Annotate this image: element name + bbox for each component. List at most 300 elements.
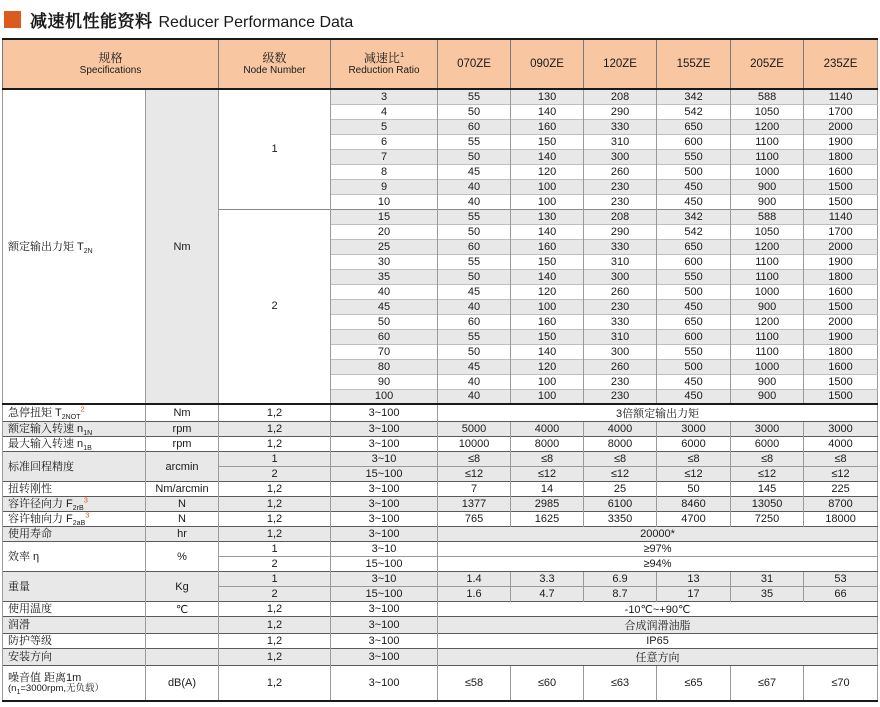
spec-value-cell: 8000 xyxy=(511,437,584,452)
ratio-cell: 15~100 xyxy=(331,467,438,482)
torque-value-cell: 150 xyxy=(511,329,584,344)
ratio-cell: 3~100 xyxy=(331,437,438,452)
torque-value-cell: 1500 xyxy=(804,194,878,209)
ratio-cell: 4 xyxy=(331,104,438,119)
spec-row-torsional-rigidity xyxy=(3,482,878,497)
torque-value-cell: 1200 xyxy=(731,119,804,134)
torque-value-cell: 500 xyxy=(657,359,731,374)
spec-unit-max-input-speed: rpm xyxy=(146,437,219,452)
torque-value-cell: 55 xyxy=(438,329,511,344)
torque-value-cell: 1800 xyxy=(804,149,878,164)
spec-value-cell: 25 xyxy=(584,482,657,497)
torque-value-cell: 140 xyxy=(511,344,584,359)
torque-value-cell: 130 xyxy=(511,209,584,224)
torque-value-cell: 120 xyxy=(511,164,584,179)
torque-value-cell: 900 xyxy=(731,194,804,209)
torque-value-cell: 342 xyxy=(657,209,731,224)
spec-label-rated-input-speed: 额定输入转速 $n_{1N}$ xyxy=(3,422,146,437)
torque-value-cell: 330 xyxy=(584,119,657,134)
torque-row xyxy=(3,89,878,104)
spec-row-axial-force xyxy=(3,512,878,527)
torque-value-cell: 50 xyxy=(438,344,511,359)
torque-value-cell: 230 xyxy=(584,194,657,209)
spec-value-cell: 35 xyxy=(731,587,804,602)
torque-value-cell: 450 xyxy=(657,374,731,389)
spec-value-cell: 17 xyxy=(657,587,731,602)
ratio-cell: 3~100 xyxy=(331,422,438,437)
merged-value-cell: -10℃~+90℃ xyxy=(438,602,878,617)
header-model-235ZE: 235ZE xyxy=(804,39,878,89)
spec-value-cell: 5000 xyxy=(438,422,511,437)
header-reduction-ratio: 减速比$^1$ Reduction Ratio xyxy=(331,39,438,89)
torque-value-cell: 1900 xyxy=(804,329,878,344)
spec-value-cell: 13 xyxy=(657,572,731,587)
ratio-cell: 6 xyxy=(331,134,438,149)
torque-value-cell: 900 xyxy=(731,389,804,404)
spec-row-weight xyxy=(3,572,878,587)
spec-value-cell: 18000 xyxy=(804,512,878,527)
spec-label-noise: 噪音值 距离1m ($n_1=3000rpm$,无负载） xyxy=(3,666,146,701)
spec-label-backlash: 标准回程精度 xyxy=(3,452,146,482)
spec-value-cell: 7250 xyxy=(731,512,804,527)
torque-value-cell: 230 xyxy=(584,179,657,194)
spec-value-cell: 3000 xyxy=(731,422,804,437)
spec-value-cell: 50 xyxy=(657,482,731,497)
node-number-cell: 1 xyxy=(219,452,331,467)
torque-value-cell: 542 xyxy=(657,104,731,119)
merged-value-cell: ≥94% xyxy=(438,557,878,572)
spec-value-cell: 13050 xyxy=(731,497,804,512)
torque-value-cell: 450 xyxy=(657,299,731,314)
spec-unit-operating-temp: ℃ xyxy=(146,602,219,617)
torque-value-cell: 60 xyxy=(438,119,511,134)
torque-value-cell: 550 xyxy=(657,344,731,359)
torque-value-cell: 60 xyxy=(438,314,511,329)
spec-value-cell: 8460 xyxy=(657,497,731,512)
torque-value-cell: 542 xyxy=(657,224,731,239)
spec-value-cell: 1625 xyxy=(511,512,584,527)
spec-value-cell: 8.7 xyxy=(584,587,657,602)
torque-value-cell: 588 xyxy=(731,89,804,104)
torque-value-cell: 310 xyxy=(584,254,657,269)
ratio-cell: 60 xyxy=(331,329,438,344)
torque-value-cell: 1000 xyxy=(731,164,804,179)
spec-label-service-life: 使用寿命 xyxy=(3,527,146,542)
ratio-cell: 50 xyxy=(331,314,438,329)
spec-label-efficiency: 效率 η xyxy=(3,542,146,572)
spec-value-cell: ≤8 xyxy=(657,452,731,467)
ratio-cell: 3 xyxy=(331,89,438,104)
ratio-cell: 7 xyxy=(331,149,438,164)
spec-value-cell: 6000 xyxy=(731,437,804,452)
torque-value-cell: 300 xyxy=(584,344,657,359)
node-number-cell: 2 xyxy=(219,209,331,404)
ratio-cell: 3~100 xyxy=(331,666,438,701)
ratio-cell: 3~100 xyxy=(331,512,438,527)
spec-value-cell: 4000 xyxy=(584,422,657,437)
torque-value-cell: 450 xyxy=(657,179,731,194)
torque-value-cell: 1600 xyxy=(804,359,878,374)
spec-row-service-life xyxy=(3,527,878,542)
torque-value-cell: 1100 xyxy=(731,269,804,284)
torque-value-cell: 120 xyxy=(511,284,584,299)
header-model-070ZE: 070ZE xyxy=(438,39,511,89)
node-number-cell: 1,2 xyxy=(219,602,331,617)
spec-value-cell: ≤8 xyxy=(584,452,657,467)
spec-value-cell: ≤67 xyxy=(731,666,804,701)
spec-value-cell: ≤12 xyxy=(438,467,511,482)
spec-value-cell: 3350 xyxy=(584,512,657,527)
spec-value-cell: 3000 xyxy=(657,422,731,437)
title-zh: 减速机性能资料 xyxy=(30,12,153,31)
spec-label-protection-class: 防护等级 xyxy=(3,634,146,649)
spec-value-cell: ≤12 xyxy=(657,467,731,482)
torque-value-cell: 900 xyxy=(731,179,804,194)
torque-value-cell: 2000 xyxy=(804,119,878,134)
spec-row-backlash xyxy=(3,452,878,467)
spec-row-efficiency xyxy=(3,542,878,557)
torque-value-cell: 140 xyxy=(511,104,584,119)
merged-value-cell: 3倍额定输出力矩 xyxy=(438,404,878,422)
torque-value-cell: 1140 xyxy=(804,89,878,104)
torque-label: 额定输出力矩 $T_{2N}$ xyxy=(3,89,146,404)
torque-value-cell: 900 xyxy=(731,374,804,389)
spec-value-cell: 1377 xyxy=(438,497,511,512)
torque-value-cell: 230 xyxy=(584,374,657,389)
node-number-cell: 2 xyxy=(219,467,331,482)
torque-value-cell: 260 xyxy=(584,359,657,374)
torque-value-cell: 208 xyxy=(584,209,657,224)
torque-value-cell: 100 xyxy=(511,374,584,389)
torque-value-cell: 1200 xyxy=(731,314,804,329)
page-title-text xyxy=(30,7,353,32)
merged-value-cell: IP65 xyxy=(438,634,878,649)
spec-value-cell: 8700 xyxy=(804,497,878,512)
spec-value-cell: 4.7 xyxy=(511,587,584,602)
ratio-cell: 3~10 xyxy=(331,542,438,557)
spec-value-cell: ≤8 xyxy=(438,452,511,467)
torque-value-cell: 290 xyxy=(584,224,657,239)
torque-value-cell: 300 xyxy=(584,269,657,284)
ratio-cell: 15~100 xyxy=(331,587,438,602)
torque-value-cell: 120 xyxy=(511,359,584,374)
merged-value-cell: 任意方向 xyxy=(438,649,878,666)
torque-value-cell: 50 xyxy=(438,224,511,239)
node-number-cell: 1,2 xyxy=(219,617,331,634)
title-marker-icon xyxy=(4,11,21,28)
torque-value-cell: 1800 xyxy=(804,344,878,359)
spec-value-cell: 4000 xyxy=(511,422,584,437)
torque-value-cell: 550 xyxy=(657,149,731,164)
spec-unit-emergency-stop-torque: Nm xyxy=(146,404,219,422)
ratio-cell: 90 xyxy=(331,374,438,389)
spec-value-cell: 1.4 xyxy=(438,572,511,587)
torque-value-cell: 55 xyxy=(438,209,511,224)
spec-unit-noise: dB(A) xyxy=(146,666,219,701)
spec-unit-axial-force: N xyxy=(146,512,219,527)
spec-value-cell: ≤12 xyxy=(731,467,804,482)
ratio-cell: 15~100 xyxy=(331,557,438,572)
ratio-cell: 3~10 xyxy=(331,452,438,467)
table-body xyxy=(3,89,878,701)
spec-value-cell: ≤12 xyxy=(804,467,878,482)
spec-unit-weight: Kg xyxy=(146,572,219,602)
torque-value-cell: 1050 xyxy=(731,104,804,119)
torque-value-cell: 230 xyxy=(584,389,657,404)
table-header xyxy=(3,39,878,89)
node-number-cell: 1,2 xyxy=(219,649,331,666)
header-model-090ZE: 090ZE xyxy=(511,39,584,89)
torque-value-cell: 1500 xyxy=(804,299,878,314)
torque-value-cell: 650 xyxy=(657,239,731,254)
torque-value-cell: 50 xyxy=(438,104,511,119)
spec-label-emergency-stop-torque: 急停扭矩 $T_{2NOT}^2$ xyxy=(3,404,146,422)
spec-value-cell: 4700 xyxy=(657,512,731,527)
torque-value-cell: 1000 xyxy=(731,284,804,299)
torque-value-cell: 1100 xyxy=(731,344,804,359)
spec-value-cell: 14 xyxy=(511,482,584,497)
torque-value-cell: 40 xyxy=(438,179,511,194)
torque-value-cell: 600 xyxy=(657,134,731,149)
spec-value-cell: 6100 xyxy=(584,497,657,512)
torque-unit: Nm xyxy=(146,89,219,404)
spec-value-cell: 8000 xyxy=(584,437,657,452)
spec-unit-backlash: arcmin xyxy=(146,452,219,482)
spec-label-max-input-speed: 最大输入转速 $n_{1B}$ xyxy=(3,437,146,452)
spec-value-cell: ≤70 xyxy=(804,666,878,701)
spec-value-cell: ≤8 xyxy=(804,452,878,467)
ratio-cell: 70 xyxy=(331,344,438,359)
spec-value-cell: 7 xyxy=(438,482,511,497)
torque-value-cell: 1600 xyxy=(804,164,878,179)
spec-row-emergency-stop-torque xyxy=(3,404,878,422)
spec-row-mounting-direction xyxy=(3,649,878,666)
torque-value-cell: 900 xyxy=(731,299,804,314)
torque-value-cell: 290 xyxy=(584,104,657,119)
spec-unit-service-life: hr xyxy=(146,527,219,542)
ratio-cell: 80 xyxy=(331,359,438,374)
torque-value-cell: 60 xyxy=(438,239,511,254)
torque-value-cell: 342 xyxy=(657,89,731,104)
spec-row-protection-class xyxy=(3,634,878,649)
ratio-cell: 25 xyxy=(331,239,438,254)
node-number-cell: 1 xyxy=(219,572,331,587)
spec-unit-mounting-direction xyxy=(146,649,219,666)
torque-value-cell: 310 xyxy=(584,134,657,149)
torque-value-cell: 330 xyxy=(584,314,657,329)
torque-value-cell: 450 xyxy=(657,194,731,209)
torque-value-cell: 1140 xyxy=(804,209,878,224)
torque-value-cell: 1500 xyxy=(804,179,878,194)
ratio-cell: 35 xyxy=(331,269,438,284)
torque-value-cell: 650 xyxy=(657,314,731,329)
spec-value-cell: 1.6 xyxy=(438,587,511,602)
torque-value-cell: 40 xyxy=(438,389,511,404)
spec-value-cell: ≤60 xyxy=(511,666,584,701)
spec-row-max-input-speed xyxy=(3,437,878,452)
node-number-cell: 1,2 xyxy=(219,666,331,701)
ratio-cell: 3~10 xyxy=(331,572,438,587)
torque-value-cell: 100 xyxy=(511,179,584,194)
torque-value-cell: 160 xyxy=(511,239,584,254)
torque-value-cell: 45 xyxy=(438,359,511,374)
header-model-205ZE: 205ZE xyxy=(731,39,804,89)
node-number-cell: 1,2 xyxy=(219,634,331,649)
ratio-cell: 20 xyxy=(331,224,438,239)
torque-value-cell: 1100 xyxy=(731,149,804,164)
ratio-cell: 5 xyxy=(331,119,438,134)
node-number-cell: 1,2 xyxy=(219,497,331,512)
torque-value-cell: 260 xyxy=(584,164,657,179)
torque-value-cell: 300 xyxy=(584,149,657,164)
torque-value-cell: 1500 xyxy=(804,389,878,404)
node-number-cell: 1,2 xyxy=(219,512,331,527)
merged-value-cell: 20000* xyxy=(438,527,878,542)
merged-value-cell: ≥97% xyxy=(438,542,878,557)
node-number-cell: 1,2 xyxy=(219,482,331,497)
torque-value-cell: 50 xyxy=(438,269,511,284)
spec-label-torsional-rigidity: 扭转刚性 xyxy=(3,482,146,497)
spec-value-cell: 2985 xyxy=(511,497,584,512)
spec-value-cell: ≤8 xyxy=(731,452,804,467)
spec-value-cell: 53 xyxy=(804,572,878,587)
spec-unit-lubrication xyxy=(146,617,219,634)
spec-value-cell: 3000 xyxy=(804,422,878,437)
torque-value-cell: 1900 xyxy=(804,254,878,269)
torque-value-cell: 150 xyxy=(511,134,584,149)
torque-value-cell: 500 xyxy=(657,164,731,179)
node-number-cell: 1,2 xyxy=(219,404,331,422)
node-number-cell: 1 xyxy=(219,89,331,209)
torque-value-cell: 310 xyxy=(584,329,657,344)
header-row xyxy=(3,39,878,89)
node-number-cell: 1,2 xyxy=(219,527,331,542)
merged-value-cell: 合成润滑油脂 xyxy=(438,617,878,634)
torque-value-cell: 1100 xyxy=(731,134,804,149)
spec-value-cell: 6.9 xyxy=(584,572,657,587)
ratio-cell: 3~100 xyxy=(331,482,438,497)
spec-value-cell: ≤8 xyxy=(511,452,584,467)
spec-value-cell: ≤65 xyxy=(657,666,731,701)
torque-value-cell: 500 xyxy=(657,284,731,299)
ratio-cell: 40 xyxy=(331,284,438,299)
torque-value-cell: 230 xyxy=(584,299,657,314)
torque-value-cell: 55 xyxy=(438,89,511,104)
torque-value-cell: 100 xyxy=(511,389,584,404)
torque-value-cell: 160 xyxy=(511,119,584,134)
title-en: Reducer Performance Data xyxy=(158,14,354,31)
torque-value-cell: 45 xyxy=(438,164,511,179)
ratio-cell: 45 xyxy=(331,299,438,314)
ratio-cell: 10 xyxy=(331,194,438,209)
spec-value-cell: 3.3 xyxy=(511,572,584,587)
torque-value-cell: 650 xyxy=(657,119,731,134)
spec-value-cell: 66 xyxy=(804,587,878,602)
torque-value-cell: 140 xyxy=(511,149,584,164)
torque-value-cell: 208 xyxy=(584,89,657,104)
ratio-cell: 100 xyxy=(331,389,438,404)
node-number-cell: 2 xyxy=(219,587,331,602)
spec-unit-protection-class xyxy=(146,634,219,649)
spec-label-lubrication: 润滑 xyxy=(3,617,146,634)
torque-value-cell: 40 xyxy=(438,374,511,389)
spec-value-cell: 225 xyxy=(804,482,878,497)
spec-value-cell: 4000 xyxy=(804,437,878,452)
torque-value-cell: 600 xyxy=(657,329,731,344)
torque-value-cell: 1500 xyxy=(804,374,878,389)
torque-value-cell: 140 xyxy=(511,269,584,284)
torque-value-cell: 160 xyxy=(511,314,584,329)
torque-value-cell: 55 xyxy=(438,134,511,149)
spec-value-cell: ≤58 xyxy=(438,666,511,701)
torque-value-cell: 1800 xyxy=(804,269,878,284)
ratio-cell: 8 xyxy=(331,164,438,179)
spec-label-radial-force: 容许径向力 $F_{2rB}^3$ xyxy=(3,497,146,512)
torque-value-cell: 260 xyxy=(584,284,657,299)
torque-value-cell: 50 xyxy=(438,149,511,164)
ratio-cell: 3~100 xyxy=(331,617,438,634)
ratio-cell: 3~100 xyxy=(331,497,438,512)
torque-value-cell: 100 xyxy=(511,194,584,209)
spec-unit-rated-input-speed: rpm xyxy=(146,422,219,437)
spec-label-operating-temp: 使用温度 xyxy=(3,602,146,617)
torque-value-cell: 1900 xyxy=(804,134,878,149)
torque-value-cell: 1100 xyxy=(731,329,804,344)
torque-value-cell: 1700 xyxy=(804,104,878,119)
spec-value-cell: 765 xyxy=(438,512,511,527)
spec-value-cell: 31 xyxy=(731,572,804,587)
performance-table xyxy=(2,38,878,702)
torque-value-cell: 1700 xyxy=(804,224,878,239)
torque-value-cell: 2000 xyxy=(804,239,878,254)
torque-value-cell: 2000 xyxy=(804,314,878,329)
torque-value-cell: 330 xyxy=(584,239,657,254)
node-number-cell: 1,2 xyxy=(219,422,331,437)
spec-value-cell: ≤12 xyxy=(511,467,584,482)
torque-value-cell: 1600 xyxy=(804,284,878,299)
page-title xyxy=(0,0,880,38)
ratio-cell: 3~100 xyxy=(331,634,438,649)
header-model-120ZE: 120ZE xyxy=(584,39,657,89)
torque-value-cell: 1050 xyxy=(731,224,804,239)
ratio-cell: 30 xyxy=(331,254,438,269)
torque-value-cell: 100 xyxy=(511,299,584,314)
header-model-155ZE: 155ZE xyxy=(657,39,731,89)
spec-row-radial-force xyxy=(3,497,878,512)
torque-value-cell: 588 xyxy=(731,209,804,224)
torque-value-cell: 600 xyxy=(657,254,731,269)
spec-value-cell: ≤63 xyxy=(584,666,657,701)
spec-value-cell: ≤12 xyxy=(584,467,657,482)
torque-value-cell: 40 xyxy=(438,299,511,314)
spec-value-cell: 6000 xyxy=(657,437,731,452)
ratio-cell: 15 xyxy=(331,209,438,224)
header-specifications: 规格 Specifications xyxy=(3,39,219,89)
node-number-cell: 1 xyxy=(219,542,331,557)
spec-value-cell: 145 xyxy=(731,482,804,497)
ratio-cell: 3~100 xyxy=(331,404,438,422)
spec-row-operating-temp xyxy=(3,602,878,617)
node-number-cell: 2 xyxy=(219,557,331,572)
torque-value-cell: 45 xyxy=(438,284,511,299)
torque-value-cell: 55 xyxy=(438,254,511,269)
node-number-cell: 1,2 xyxy=(219,437,331,452)
torque-value-cell: 130 xyxy=(511,89,584,104)
spec-unit-torsional-rigidity: Nm/arcmin xyxy=(146,482,219,497)
spec-row-lubrication xyxy=(3,617,878,634)
spec-label-weight: 重量 xyxy=(3,572,146,602)
spec-value-cell: 10000 xyxy=(438,437,511,452)
